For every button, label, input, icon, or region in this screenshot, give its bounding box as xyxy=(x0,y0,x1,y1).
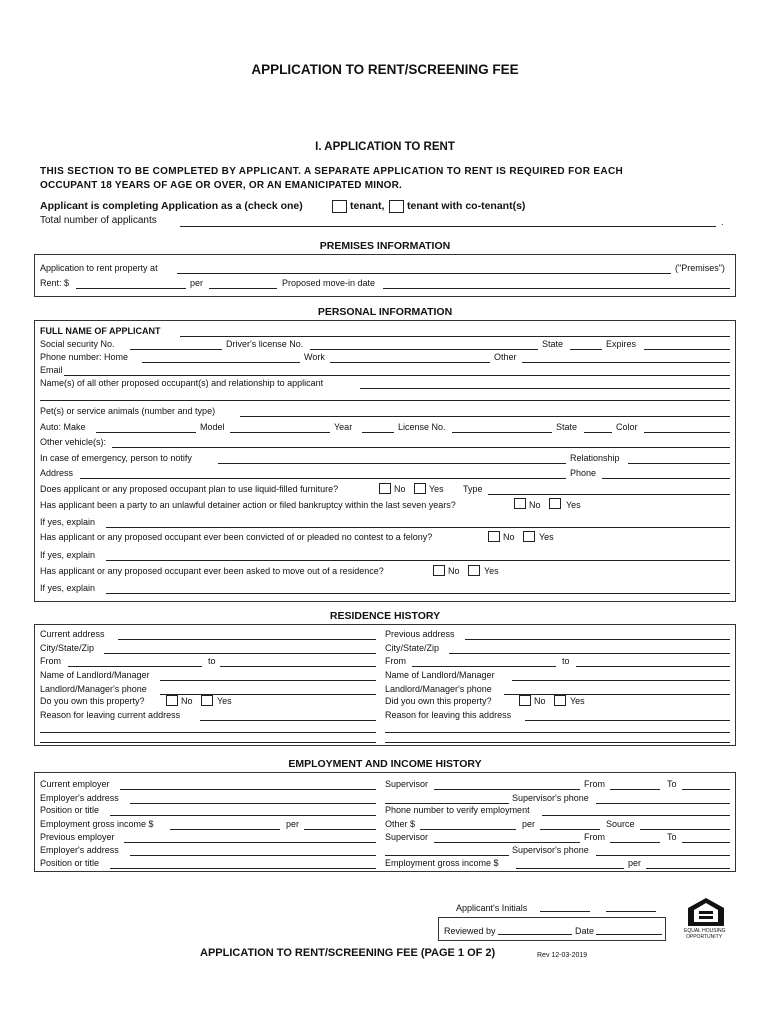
period: . xyxy=(721,217,724,227)
current-landlord-label: Name of Landlord/Manager xyxy=(40,670,150,680)
reason-current-field-3[interactable] xyxy=(40,742,376,743)
reason-current-label: Reason for leaving current address xyxy=(40,710,181,720)
phone-home-field[interactable] xyxy=(142,362,300,363)
move-yes-label: Yes xyxy=(484,566,499,576)
felony-yes-checkbox[interactable] xyxy=(523,531,535,542)
vehicle-state-label: State xyxy=(556,422,578,432)
pets-field[interactable] xyxy=(240,416,730,417)
initials-label: Applicant's Initials xyxy=(456,903,528,913)
previous-employment-from-field[interactable] xyxy=(610,842,660,843)
model-field[interactable] xyxy=(230,432,330,433)
pets-label: Pet(s) or service animals (number and type) xyxy=(40,406,216,416)
previous-employer-address-field[interactable] xyxy=(130,855,376,856)
cotenant-label: tenant with co-tenant(s) xyxy=(407,200,526,212)
move-question: Has applicant or any proposed occupant ever been asked to move out of a residence? xyxy=(40,566,384,576)
previous-income-per-label: per xyxy=(628,858,642,868)
current-city-field[interactable] xyxy=(104,653,376,654)
supervisor-field[interactable] xyxy=(434,789,580,790)
dl-field[interactable] xyxy=(310,349,538,350)
tenant-checkbox[interactable] xyxy=(332,200,347,213)
felony-yes-label: Yes xyxy=(539,532,554,542)
detainer-explain-field[interactable] xyxy=(106,527,730,528)
employment-from-field[interactable] xyxy=(610,789,660,790)
tenant-label: tenant, xyxy=(350,200,385,212)
felony-explain-label: If yes, explain xyxy=(40,550,96,560)
revision-label: Rev 12-03-2019 xyxy=(537,952,588,959)
address-field[interactable] xyxy=(80,478,566,479)
previous-address-field[interactable] xyxy=(465,639,730,640)
initials-field-1[interactable] xyxy=(540,911,590,912)
furniture-no-checkbox[interactable] xyxy=(379,483,391,494)
income-per-label: per xyxy=(286,819,300,829)
previous-city-label: City/State/Zip xyxy=(385,643,440,653)
color-label: Color xyxy=(616,422,638,432)
model-label: Model xyxy=(200,422,225,432)
own-previous-no-label: No xyxy=(534,696,546,706)
email-field[interactable] xyxy=(64,375,730,376)
phone-home-label: Phone number: Home xyxy=(40,352,129,362)
occupants-field[interactable] xyxy=(360,388,730,389)
logo-line1: EQUAL HOUSING xyxy=(684,928,726,934)
rent-label: Rent: $ xyxy=(40,278,70,288)
premises-box xyxy=(34,254,736,297)
current-from-field[interactable] xyxy=(68,666,202,667)
instructions-line1: THIS SECTION TO BE COMPLETED BY APPLICANT. A SEPARATE APPLICATION TO RENT IS REQUIRED FOR EACH xyxy=(40,166,624,177)
occupants-field-2[interactable] xyxy=(40,400,730,401)
felony-explain-field[interactable] xyxy=(106,560,730,561)
ssn-label: Social security No. xyxy=(40,339,115,349)
auto-make-label: Auto: Make xyxy=(40,422,86,432)
supervisor-label: Supervisor xyxy=(385,779,429,789)
own-previous-no-checkbox[interactable] xyxy=(519,695,531,706)
source-label: Source xyxy=(606,819,635,829)
verify-phone-label: Phone number to verify employment xyxy=(385,805,530,815)
phone-label: Phone xyxy=(570,468,597,478)
reason-current-field[interactable] xyxy=(200,720,376,721)
employer-address-label: Employer's address xyxy=(40,793,119,803)
employment-from-label: From xyxy=(584,779,605,789)
own-previous-yes-checkbox[interactable] xyxy=(554,695,566,706)
current-landlord-phone-field[interactable] xyxy=(160,694,376,695)
detainer-question: Has applicant been a party to an unlawful detainer action or filed bankruptcy within the last seven years? xyxy=(40,500,456,510)
supervisor-blank-field[interactable] xyxy=(385,803,509,804)
previous-income-per-field[interactable] xyxy=(646,868,730,869)
instructions-line2: OCCUPANT 18 YEARS OF AGE OR OVER, OR AN EMANICIPATED MINOR. xyxy=(40,180,403,191)
footer-page-title: APPLICATION TO RENT/SCREENING FEE (PAGE 1 OF 2) xyxy=(200,947,496,959)
detainer-yes-label: Yes xyxy=(566,500,581,510)
current-city-label: City/State/Zip xyxy=(40,643,95,653)
relationship-label: Relationship xyxy=(570,453,620,463)
felony-no-checkbox[interactable] xyxy=(488,531,500,542)
logo-line2: OPPORTUNITY xyxy=(686,934,723,940)
property-field[interactable] xyxy=(177,273,671,274)
own-previous-yes-label: Yes xyxy=(570,696,585,706)
move-no-label: No xyxy=(448,566,460,576)
previous-employer-field[interactable] xyxy=(124,842,376,843)
previous-to-label: To xyxy=(667,832,677,842)
supervisor-phone-field[interactable] xyxy=(596,803,730,804)
gross-income-label: Employment gross income $ xyxy=(40,819,154,829)
reviewed-field[interactable] xyxy=(498,934,572,935)
move-explain-label: If yes, explain xyxy=(40,583,96,593)
applicant-type-label: Applicant is completing Application as a (check one) xyxy=(40,200,303,212)
property-label: Application to rent property at xyxy=(40,263,158,273)
reason-previous-field-3[interactable] xyxy=(385,742,730,743)
previous-supervisor-label: Supervisor xyxy=(385,832,429,842)
previous-supervisor-blank-field[interactable] xyxy=(385,855,509,856)
previous-landlord-field[interactable] xyxy=(512,680,730,681)
occupants-label: Name(s) of all other proposed occupant(s) and relationship to applicant xyxy=(40,378,324,388)
previous-employer-address-label: Employer's address xyxy=(40,845,119,855)
residence-heading: RESIDENCE HISTORY xyxy=(329,610,441,622)
previous-gross-income-label: Employment gross income $ xyxy=(385,858,499,868)
supervisor-phone-label: Supervisor's phone xyxy=(512,793,589,803)
income-per-field[interactable] xyxy=(304,829,376,830)
initials-field-2[interactable] xyxy=(606,911,656,912)
total-applicants-field[interactable] xyxy=(180,226,716,227)
employer-address-field[interactable] xyxy=(130,803,376,804)
furniture-yes-checkbox[interactable] xyxy=(414,483,426,494)
current-landlord-field[interactable] xyxy=(160,680,376,681)
emergency-label: In case of emergency, person to notify xyxy=(40,453,192,463)
previous-to-label: to xyxy=(562,656,570,666)
own-current-yes-checkbox[interactable] xyxy=(201,695,213,706)
felony-question: Has applicant or any proposed occupant ever been convicted of or pleaded no contest to a felony? xyxy=(40,532,433,542)
move-explain-field[interactable] xyxy=(106,593,730,594)
previous-employment-to-field[interactable] xyxy=(682,842,730,843)
own-current-no-label: No xyxy=(181,696,193,706)
license-field[interactable] xyxy=(452,432,552,433)
ssn-field[interactable] xyxy=(130,349,222,350)
previous-to-field[interactable] xyxy=(576,666,730,667)
state-field[interactable] xyxy=(570,349,602,350)
premises-heading: PREMISES INFORMATION xyxy=(319,240,451,252)
license-label: License No. xyxy=(398,422,446,432)
own-current-yes-label: Yes xyxy=(217,696,232,706)
rent-period-field[interactable] xyxy=(209,288,277,289)
previous-gross-income-field[interactable] xyxy=(516,868,624,869)
source-field[interactable] xyxy=(640,829,730,830)
reason-previous-field-2[interactable] xyxy=(385,732,730,733)
other-per-field[interactable] xyxy=(540,829,600,830)
expires-label: Expires xyxy=(606,339,637,349)
equal-housing-logo xyxy=(684,896,728,942)
cotenant-checkbox[interactable] xyxy=(389,200,404,213)
own-previous-label: Did you own this property? xyxy=(385,696,492,706)
work-label: Work xyxy=(304,352,325,362)
type-label: Type xyxy=(463,484,483,494)
personal-heading: PERSONAL INFORMATION xyxy=(317,306,453,318)
current-to-field[interactable] xyxy=(220,666,376,667)
emergency-field[interactable] xyxy=(218,463,566,464)
current-employer-label: Current employer xyxy=(40,779,110,789)
previous-supervisor-field[interactable] xyxy=(434,842,580,843)
previous-from-field[interactable] xyxy=(412,666,556,667)
employment-heading: EMPLOYMENT AND INCOME HISTORY xyxy=(288,758,482,770)
total-applicants-label: Total number of applicants xyxy=(40,215,157,226)
full-name-field[interactable] xyxy=(180,336,730,337)
per-label: per xyxy=(190,278,204,288)
previous-position-label: Position or title xyxy=(40,858,100,868)
auto-make-field[interactable] xyxy=(96,432,196,433)
previous-from-label: From xyxy=(385,656,406,666)
move-no-checkbox[interactable] xyxy=(433,565,445,576)
current-landlord-phone-label: Landlord/Manager's phone xyxy=(40,684,147,694)
emergency-phone-field[interactable] xyxy=(602,478,730,479)
previous-address-label: Previous address xyxy=(385,629,455,639)
reviewed-label: Reviewed by xyxy=(444,926,496,936)
other-phone-label: Other xyxy=(494,352,517,362)
felony-no-label: No xyxy=(503,532,515,542)
other-per-label: per xyxy=(522,819,536,829)
year-label: Year xyxy=(334,422,353,432)
position-label: Position or title xyxy=(40,805,100,815)
dl-label: Driver's license No. xyxy=(226,339,304,349)
current-from-label: From xyxy=(40,656,61,666)
movein-label: Proposed move-in date xyxy=(282,278,376,288)
gross-income-field[interactable] xyxy=(170,829,280,830)
reason-current-field-2[interactable] xyxy=(40,732,376,733)
other-income-label: Other $ xyxy=(385,819,416,829)
color-field[interactable] xyxy=(644,432,730,433)
reason-previous-field[interactable] xyxy=(525,720,730,721)
previous-city-field[interactable] xyxy=(449,653,730,654)
detainer-no-label: No xyxy=(529,500,541,510)
previous-employer-label: Previous employer xyxy=(40,832,115,842)
detainer-no-checkbox[interactable] xyxy=(514,498,526,509)
previous-landlord-phone-label: Landlord/Manager's phone xyxy=(385,684,492,694)
form-title: APPLICATION TO RENT/SCREENING FEE xyxy=(251,62,519,77)
detainer-explain-label: If yes, explain xyxy=(40,517,96,527)
year-field[interactable] xyxy=(362,432,394,433)
previous-from-label: From xyxy=(584,832,605,842)
current-employer-field[interactable] xyxy=(120,789,376,790)
address-label: Address xyxy=(40,468,74,478)
premises-tag: ("Premises") xyxy=(675,263,725,273)
other-vehicles-label: Other vehicle(s): xyxy=(40,437,107,447)
date-field[interactable] xyxy=(596,934,662,935)
furniture-question: Does applicant or any proposed occupant plan to use liquid-filled furniture? xyxy=(40,484,339,494)
reason-previous-label: Reason for leaving this address xyxy=(385,710,512,720)
other-phone-field[interactable] xyxy=(522,362,730,363)
work-phone-field[interactable] xyxy=(330,362,490,363)
current-address-label: Current address xyxy=(40,629,105,639)
previous-supervisor-phone-field[interactable] xyxy=(596,855,730,856)
verify-phone-field[interactable] xyxy=(542,815,730,816)
position-field[interactable] xyxy=(110,815,376,816)
section-heading: I. APPLICATION TO RENT xyxy=(315,141,455,153)
current-to-label: to xyxy=(208,656,216,666)
employment-to-field[interactable] xyxy=(682,789,730,790)
current-address-field[interactable] xyxy=(118,639,376,640)
house-icon xyxy=(684,896,728,930)
movein-field[interactable] xyxy=(383,288,730,289)
previous-landlord-phone-field[interactable] xyxy=(504,694,730,695)
rent-field[interactable] xyxy=(76,288,186,289)
furniture-type-field[interactable] xyxy=(488,494,730,495)
state-label: State xyxy=(542,339,564,349)
previous-landlord-label: Name of Landlord/Manager xyxy=(385,670,495,680)
furniture-yes-label: Yes xyxy=(429,484,444,494)
detainer-yes-checkbox[interactable] xyxy=(549,498,561,509)
employment-to-label: To xyxy=(667,779,677,789)
other-vehicles-field[interactable] xyxy=(112,447,730,448)
vehicle-state-field[interactable] xyxy=(584,432,612,433)
other-income-field[interactable] xyxy=(420,829,516,830)
own-current-no-checkbox[interactable] xyxy=(166,695,178,706)
move-yes-checkbox[interactable] xyxy=(468,565,480,576)
own-current-label: Do you own this property? xyxy=(40,696,145,706)
expires-field[interactable] xyxy=(644,349,730,350)
date-label: Date xyxy=(575,926,595,936)
furniture-no-label: No xyxy=(394,484,406,494)
relationship-field[interactable] xyxy=(628,463,730,464)
email-label: Email xyxy=(40,365,63,375)
previous-supervisor-phone-label: Supervisor's phone xyxy=(512,845,589,855)
previous-position-field[interactable] xyxy=(110,868,376,869)
full-name-label: FULL NAME OF APPLICANT xyxy=(40,326,161,336)
